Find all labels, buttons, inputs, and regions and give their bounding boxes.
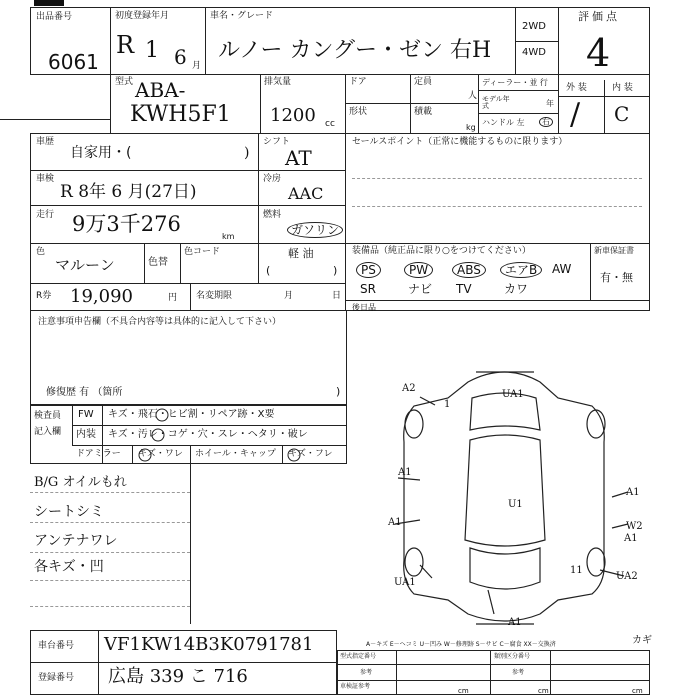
damage-mark: A1 — [388, 517, 402, 528]
history-value: 自家用・( — [70, 145, 132, 161]
fw-label: FW — [78, 409, 94, 420]
interior-value: C — [614, 102, 630, 126]
cert-row1a: 型式指定番号 — [340, 653, 377, 660]
equip-item: TV — [456, 282, 472, 296]
first-reg-era: R — [116, 31, 135, 59]
type-label: 型式 — [115, 77, 134, 87]
color-value: マルーン — [55, 256, 115, 274]
equip-item: PS — [356, 262, 381, 278]
door-label: ドア — [349, 77, 367, 87]
reg-value: 広島 339 こ 716 — [108, 666, 248, 687]
fuel-label: 燃料 — [263, 210, 282, 220]
damage-mark: A2 — [402, 383, 416, 394]
aircon-label: 冷房 — [263, 174, 282, 184]
wheel-text: ホイール・キャップ — [195, 449, 276, 459]
wheel-opt: キズ・フレ — [288, 449, 333, 459]
handle-label: ハンドル 左 — [482, 118, 525, 127]
score-label: 評価点 — [578, 10, 620, 23]
first-reg-month: 6 — [174, 45, 187, 69]
shift-label: シフト — [263, 137, 291, 147]
inspection-label: 車検 — [36, 174, 55, 184]
damage-mark: A1 — [508, 617, 522, 628]
posted-label: 後日品 — [352, 303, 376, 312]
remark-4: 各キズ・凹 — [34, 559, 104, 575]
damage-mark: UA1 — [502, 389, 524, 400]
first-reg-year: 1 — [145, 38, 159, 63]
damage-mark: UA2 — [616, 571, 638, 582]
inspection-value: R 8年 6 月(27日) — [60, 182, 197, 202]
cm-unit-1: cm — [458, 687, 469, 695]
legend-end: カギ — [632, 635, 652, 646]
equip-item: カワ — [504, 282, 529, 296]
damage-mark: A1 — [398, 467, 412, 478]
repair-label: 修復歴 有 （箇所 — [46, 387, 123, 398]
chassis-label: 車台番号 — [38, 641, 75, 651]
load-label: 積載 — [414, 107, 433, 117]
color-change-label: 色替 — [148, 257, 168, 268]
lot-label: 出品番号 — [36, 12, 73, 22]
reg-label: 登録番号 — [38, 673, 75, 683]
equip-item: ABS — [452, 262, 486, 278]
dealer-label: ディーラー・並 行 — [482, 78, 548, 87]
exterior-value: / — [570, 97, 581, 132]
new-warranty-label: 新車保証書 — [594, 246, 634, 255]
cert-row1b: 類別区分番号 — [494, 653, 531, 660]
history-close: ) — [244, 145, 250, 161]
cert-sanko-1: 参考 — [360, 669, 373, 676]
remark-1: B/G オイルもれ — [34, 475, 127, 490]
displacement-unit: cc — [325, 119, 335, 129]
handle-right: 右 — [539, 117, 553, 127]
damage-mark: A1 — [626, 487, 640, 498]
legend-text: A－キズ E－ヘコミ U－凹み W－修理跡 S－サビ C－腐食 XX－交換済 — [366, 641, 556, 648]
fw-text: キズ・飛石・ヒビ割・リペア跡・X要 — [108, 409, 275, 420]
cert-row2: 車検証参考 — [340, 683, 371, 690]
month-unit: 月 — [192, 61, 202, 71]
type-line2: KWH5F1 — [130, 102, 231, 127]
damage-mark: 11 — [570, 565, 583, 576]
int-label: 内装 — [76, 429, 96, 440]
km-unit: km — [222, 232, 235, 241]
equip-item: PW — [404, 262, 433, 278]
aircon-value: AAC — [288, 184, 324, 203]
day-label: 日 — [332, 291, 342, 301]
remark-2: シートシミ — [34, 504, 104, 520]
model-label: 車名・グレード — [210, 11, 274, 21]
cert-sanko-2: 参考 — [512, 669, 525, 676]
damage-mark: 1 — [444, 399, 451, 410]
inspector-label1: 検査員 — [34, 411, 62, 421]
kg-unit: kg — [466, 123, 476, 132]
fuel-option: 軽 油 — [288, 247, 314, 260]
fuel-value: ガソリン — [287, 222, 343, 238]
name-change-label: 名変期限 — [196, 291, 233, 301]
int-text: キズ・汚レ・コゲ・穴・スレ・ヘタリ・破レ — [108, 429, 308, 440]
equip-item: SR — [360, 282, 376, 296]
damage-mark: UA1 — [394, 577, 416, 588]
drive-4wd: 4WD — [522, 47, 546, 58]
equip-label: 装備品（純正品に限り○をつけてください） — [352, 246, 531, 256]
displacement-value: 1200 — [270, 105, 316, 126]
warranty-value: 有・無 — [600, 271, 633, 284]
mileage-value: 9万3千276 — [72, 212, 181, 236]
exterior-label: 外 装 — [566, 83, 587, 93]
repair-close: ) — [336, 385, 341, 398]
mileage-label: 走行 — [36, 210, 55, 220]
damage-mark: A1 — [624, 533, 638, 544]
chassis-value: VF1KW14B3K0791781 — [104, 634, 314, 655]
shift-value: AT — [285, 146, 312, 170]
drive-2wd: 2WD — [522, 21, 546, 32]
equip-item: エアB — [500, 262, 542, 278]
yen-unit: 円 — [168, 293, 178, 303]
displacement-label: 排気量 — [264, 77, 292, 87]
year-unit: 年 — [546, 99, 554, 108]
interior-label: 内 装 — [612, 83, 633, 93]
damage-mark: W2 — [626, 521, 643, 532]
persons-unit: 人 — [468, 91, 478, 101]
equip-item: AW — [552, 262, 572, 276]
mirror-opt: キズ・ワレ — [138, 449, 183, 459]
sales-label: セールスポイント（正常に機能するものに限ります） — [352, 137, 568, 147]
score-value: 4 — [586, 31, 611, 75]
color-label: 色 — [36, 247, 46, 257]
capacity-label: 定員 — [414, 77, 433, 87]
recycle-value: 19,090 — [70, 286, 133, 307]
lot-number: 6061 — [48, 50, 99, 74]
recycle-label: R券 — [36, 291, 52, 301]
model-value: ルノー カングー・ゼン 右H — [218, 38, 492, 63]
mirror-text: ドアミラー — [76, 449, 121, 459]
month-label: 月 — [284, 291, 294, 301]
damage-mark: U1 — [508, 499, 523, 510]
caution-label: 注意事項申告欄（不具合内容等は具体的に記入して下さい） — [38, 317, 282, 327]
history-label: 車歴 — [36, 137, 55, 147]
remark-3: アンテナワレ — [34, 533, 118, 549]
type-line1: ABA- — [135, 78, 186, 102]
color-code-label: 色コード — [184, 247, 221, 257]
equip-item: ナビ — [408, 282, 433, 296]
cm-unit-3: cm — [632, 687, 643, 695]
shape-label: 形状 — [349, 107, 368, 117]
model-year-label: モデル年式 — [482, 95, 510, 110]
cm-unit-2: cm — [538, 687, 549, 695]
inspector-label2: 記入欄 — [34, 427, 62, 437]
first-reg-label: 初度登録年月 — [115, 11, 170, 21]
